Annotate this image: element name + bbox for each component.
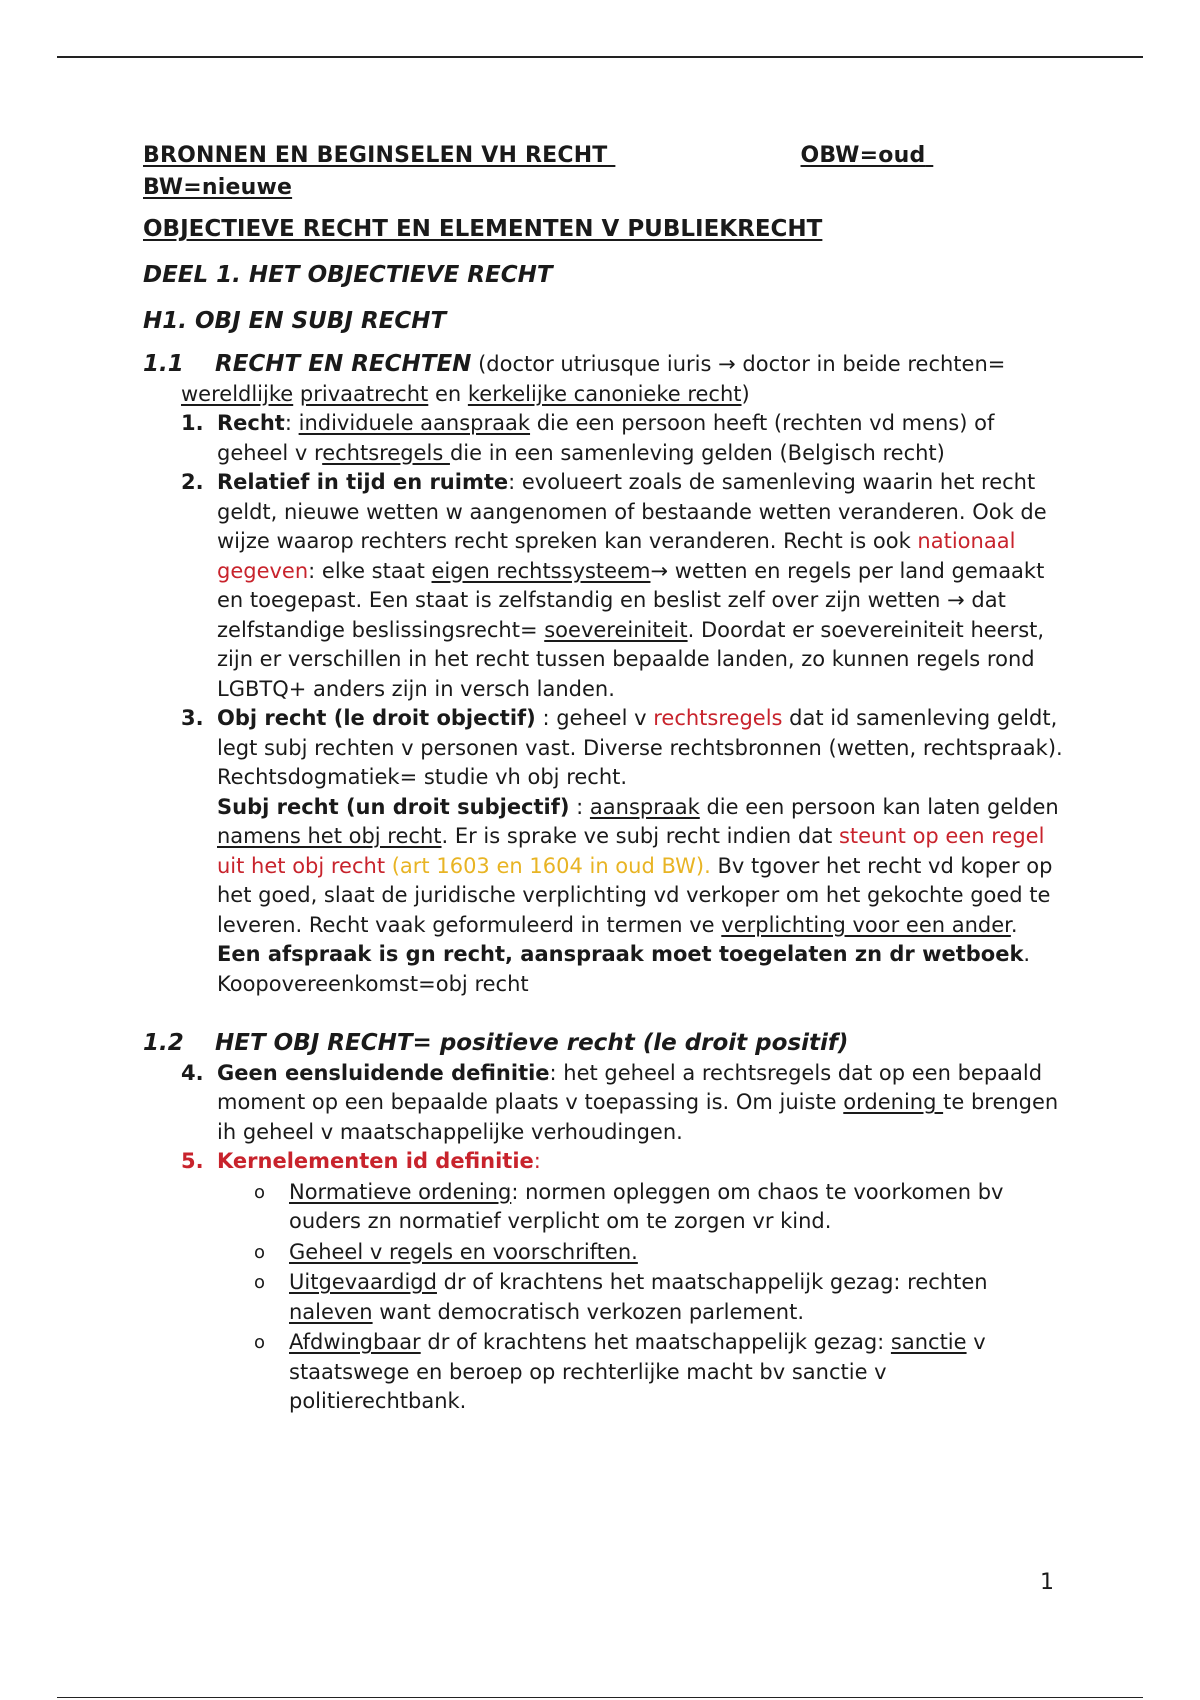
underlined-term: privaatrecht [299, 381, 429, 406]
bullet-marker: o [254, 1181, 266, 1203]
underlined-term: Uitgevaardigd [289, 1270, 437, 1294]
page-number: 1 [1040, 1570, 1054, 1595]
afspraak-paragraph [143, 940, 1063, 999]
underlined-term: wereldlijke [181, 381, 294, 406]
item-label: Recht [217, 411, 285, 435]
item-text: : [284, 411, 299, 435]
title-right: OBW=oud [800, 143, 926, 168]
title-left: BRONNEN EN BEGINSELEN VH RECHT [143, 143, 608, 168]
paragraph-text: . Er is sprake ve subj recht indien dat [441, 824, 839, 848]
item-text: : elke staat [308, 558, 432, 583]
red-term: steunt op een regel uit het obj recht [217, 824, 1045, 878]
bullet-text: want democratisch verkozen parlement. [372, 1299, 805, 1324]
section-1-1 [143, 350, 1063, 409]
underlined-term: soevereiniteit [544, 617, 688, 642]
main-heading: OBJECTIEVE RECHT EN ELEMENTEN V PUBLIEKRECHT [143, 216, 823, 242]
item-label: Kernelementen id definitie [217, 1149, 534, 1173]
bullet-marker: o [254, 1241, 266, 1263]
footer-rule [57, 1697, 1143, 1698]
underlined-term: sanctie [890, 1330, 967, 1354]
paragraph-text: die een persoon kan laten gelden [699, 794, 1059, 819]
item-number: 2. [181, 470, 204, 494]
document-body [143, 140, 1063, 1417]
item-text: . Doordat er soevereiniteit heerst, zijn er verschillen in het recht tussen bepaalde landen, zo kunnen regels rond LGBTQ+ anders zijn in versch landen. [217, 617, 1045, 701]
part-heading: DEEL 1. HET OBJECTIEVE RECHT [143, 262, 553, 288]
underlined-term: Afdwingbaar [289, 1330, 421, 1354]
bullet-item [254, 1268, 1063, 1327]
paragraph-text: . Koopovereenkomst=obj recht [217, 942, 1031, 996]
list-item-2 [143, 468, 1063, 704]
document-title [143, 140, 1063, 204]
underlined-term: aanspraak [589, 794, 700, 819]
bullet-text: dr of krachtens het maatschappelijk gezag: rechten [436, 1270, 988, 1294]
underlined-term: echtsregels [322, 440, 450, 465]
underlined-term: kerkelijke canonieke recht [467, 381, 742, 406]
item-text: → wetten en regels per land gemaakt en toegepast. Een staat is zelfstandig en beslist zelf over zijn wetten → dat zelfstandige beslissingsrecht= [217, 558, 1045, 642]
list-item-3 [143, 704, 1063, 793]
section-text: (doctor utriusque iuris → doctor in beide rechten= [471, 352, 1006, 376]
title-line2: BW=nieuwe [143, 175, 293, 200]
list-item-4 [143, 1059, 1063, 1148]
item-text: dat id samenleving geldt, legt subj rechten v personen vast. Diverse rechtsbronnen (wetten, rechtspraak). Rechtsdogmatiek= studie vh obj recht. [217, 706, 1063, 789]
red-term: rechtsregels [653, 706, 783, 730]
underlined-term: Geheel v regels en voorschriften. [289, 1239, 638, 1264]
item-number: 4. [181, 1060, 204, 1085]
item-text: die in een samenleving gelden (Belgisch recht) [449, 440, 945, 465]
underlined-term: ordening [843, 1090, 944, 1114]
underlined-term: namens het obj recht [217, 824, 442, 848]
bullet-text: : normen opleggen om chaos te voorkomen bv ouders zn normatief verplicht om te zorgen vr kind. [289, 1179, 1004, 1233]
red-term: nationaal gegeven [217, 529, 1016, 583]
section-number: 1.2 [143, 1030, 184, 1056]
chapter-heading: H1. OBJ EN SUBJ RECHT [143, 308, 447, 334]
section-1-2 [143, 1029, 1063, 1059]
underlined-term: eigen rechtssysteem [431, 558, 651, 583]
paragraph-text: : [569, 794, 590, 819]
item-number: 1. [181, 411, 204, 435]
section-number: 1.1 [143, 351, 184, 377]
section-title: RECHT EN RECHTEN [215, 351, 472, 377]
section-title: HET OBJ RECHT= positieve recht (le droit positif) [215, 1030, 849, 1056]
paragraph-text: . [1010, 912, 1018, 937]
item-text: : [533, 1149, 541, 1173]
header-rule [57, 56, 1143, 58]
item-text: te brengen ih geheel v maatschappelijke verhoudingen. [217, 1090, 1059, 1144]
underlined-term: verplichting voor een ander [721, 912, 1011, 937]
item-label: Geen eensluidende definitie [217, 1060, 550, 1085]
item-number: 3. [181, 706, 204, 730]
subj-recht-paragraph [143, 793, 1063, 941]
section-text: en [428, 381, 468, 406]
item-text: : geheel v [535, 706, 654, 730]
item-text: die een persoon heeft (rechten vd mens) of geheel v r [217, 411, 995, 465]
item-label: Obj recht (le droit objectif) [217, 706, 536, 730]
paragraph-label: Subj recht (un droit subjectif) [217, 794, 570, 819]
bullet-text: dr of krachtens het maatschappelijk gezag: [420, 1330, 891, 1354]
underlined-term: Normatieve ordening [289, 1179, 512, 1204]
bold-statement: Een afspraak is gn recht, aanspraak moet toegelaten zn dr wetboek [217, 942, 1024, 966]
item-text: : evolueert zoals de samenleving waarin het recht geldt, nieuwe wetten w aangenomen of bestaande wetten veranderen. Ook de wijze waarop rechters recht spreken kan veranderen. Recht is ook [217, 470, 1047, 553]
item-number: 5. [181, 1149, 204, 1173]
kernelementen-list [143, 1178, 1063, 1417]
title-gap [608, 140, 801, 172]
item-text: : het geheel a rechtsregels dat op een bepaald moment op een bepaalde plaats v toepassing is. Om juiste [217, 1060, 1043, 1114]
bullet-item [254, 1238, 1063, 1268]
bullet-text: v staatswege en beroep op rechterlijke macht bv sanctie v politierechtbank. [289, 1330, 986, 1413]
bullet-marker: o [254, 1332, 266, 1353]
item-label: Relatief in tijd en ruimte [217, 470, 509, 494]
section-text [293, 382, 300, 406]
bullet-item [254, 1328, 1063, 1417]
list-item-1 [143, 409, 1063, 468]
bullet-item [254, 1178, 1063, 1237]
underlined-term: naleven [289, 1299, 373, 1324]
bullet-marker: o [254, 1272, 266, 1293]
section-text: ) [741, 381, 750, 406]
list-item-5 [143, 1147, 1063, 1177]
paragraph-text: Bv tgover het recht vd koper op het goed, slaat de juridische verplichting vd verkoper om het gekochte goed te leveren. Recht vaak geformuleerd in termen ve [217, 853, 1053, 937]
yellow-reference: (art 1603 en 1604 in oud BW). [385, 853, 711, 878]
underlined-term: individuele aanspraak [298, 411, 531, 435]
